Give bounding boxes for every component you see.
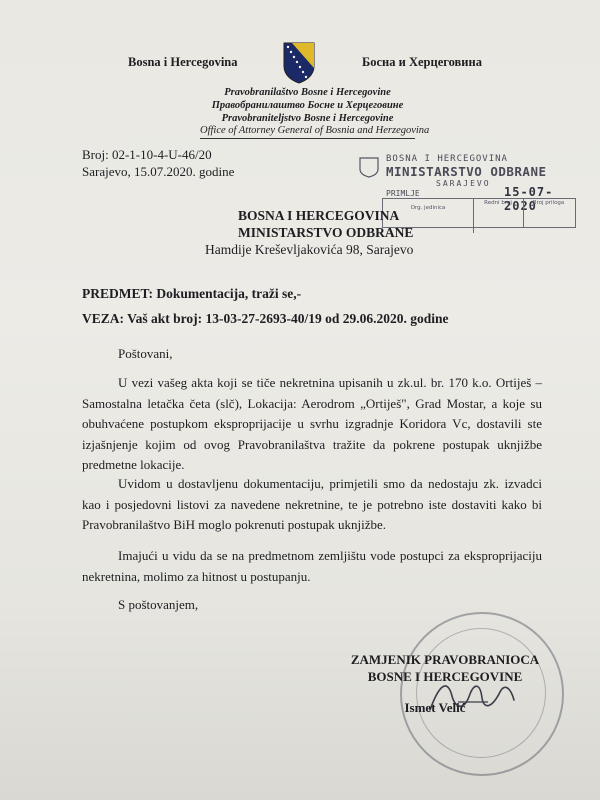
body-paragraph-3 <box>82 546 542 587</box>
body-paragraph-2-text: Uvidom u dostavljenu dokumentaciju, primjetili smo da nedostaju zk. izvadci kao i posjedovni listovi za navedene nekretnine, te je potrebno iste dostaviti kako bi Pravobranilaštvo BiH moglo pokrenuti postupak uknjižbe. <box>82 476 542 532</box>
body-paragraph-1 <box>82 373 542 476</box>
stamp-line-ministry: MINISTARSTVO ODBRANE <box>386 164 547 179</box>
stamp-line-country: BOSNA I HERCEGOVINA <box>386 154 508 164</box>
reference-line <box>82 311 449 327</box>
stamp-cell-attachments: Broj priloga <box>532 200 565 206</box>
body-paragraph-1-text: U vezi vašeg akta koji se tiče nekretnina upisanih u zk.ul. br. 170 k.o. Ortiješ – Samostalna letačka četa (slč), Lokacija: Aerodrom „Ortiješ", Grad Mostar, a koje su obuhvaćene postupkom eksproprijacije u svrhu izgradnje Koridora Vc, dostavili ste izjašnjenje kojim od ovog Pravobranilaštva tražite da pokrene postupak uknjižbe predmetne lokacije. <box>82 375 542 472</box>
coat-of-arms-icon <box>283 42 315 84</box>
subject-label: PREDMET: <box>82 286 153 301</box>
stamp-date: 15-07-2020 <box>504 185 554 213</box>
office-name-serbian: Правобранилаштво Босне и Херцеговине <box>211 100 404 111</box>
signatory-name: Ismet Velić <box>404 700 466 715</box>
subject-text: Dokumentacija, traži se,- <box>156 286 302 301</box>
subject-line <box>82 286 301 302</box>
recipient-ministry: MINISTARSTVO ODBRANE <box>238 225 414 240</box>
stamp-emblem-icon <box>358 156 380 178</box>
office-name-bosnian: Pravobranilaštvo Bosne i Hercegovine <box>224 87 391 98</box>
office-name-english: Office of Attorney General of Bosnia and Herzegovina <box>200 125 430 136</box>
signatory-title-2: BOSNE I HERCEGOVINE <box>367 669 523 684</box>
greeting: Poštovani, <box>118 346 173 361</box>
document-date: Sarajevo, 15.07.2020. godine <box>82 164 235 179</box>
stamp-grid <box>382 198 576 228</box>
stamp-cell-org: Org. jedinica <box>383 199 474 233</box>
office-name-croatian: Pravobraniteljstvo Bosne i Hercegovine <box>221 113 394 124</box>
recipient-country: BOSNA I HERCEGOVINA <box>238 208 400 223</box>
closing: S poštovanjem, <box>118 597 199 612</box>
reference-label: VEZA: <box>82 311 125 326</box>
country-name-latin: Bosna i Hercegovina <box>128 55 238 69</box>
document-number: Broj: 02-1-10-4-U-46/20 <box>82 147 212 162</box>
stamp-received-label: PRIMLJE <box>386 189 420 198</box>
reference-text: Vaš akt broj: 13-03-27-2693-40/19 od 29.06.2020. godine <box>127 311 449 326</box>
recipient-address: Hamdije Kreševljakovića 98, Sarajevo <box>205 242 414 257</box>
signatory-title-1: ZAMJENIK PRAVOBRANIOCA <box>350 652 540 667</box>
stamp-cell-reg: Redni broj <box>473 199 524 228</box>
stamp-line-city: SARAJEVO <box>436 179 491 188</box>
body-paragraph-3-text: Imajući u vidu da se na predmetnom zemljištu vode postupci za eksproprijaciju nekretnina, molimo za hitnost u postupanju. <box>82 548 542 584</box>
header-divider <box>200 138 415 139</box>
body-paragraph-2 <box>82 474 542 536</box>
country-name-cyrillic: Босна и Херцеговина <box>362 55 482 69</box>
